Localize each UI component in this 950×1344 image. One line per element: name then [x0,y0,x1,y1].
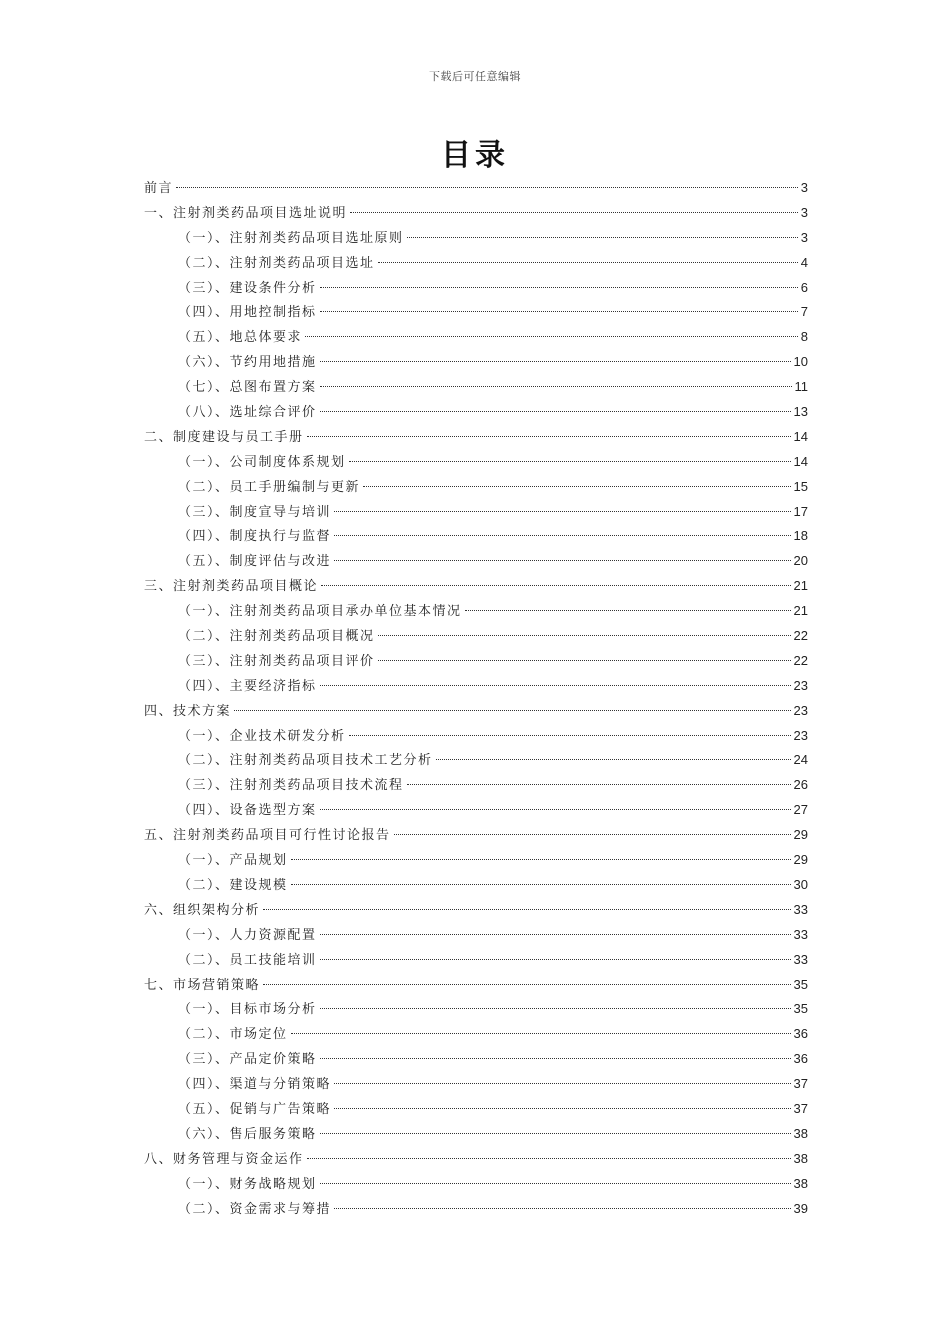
toc-dot-leader [291,884,791,885]
toc-entry-label: （一）、财务战略规划 [178,1176,317,1192]
toc-page-number: 33 [793,926,808,942]
toc-subsection-entry[interactable] [144,475,808,500]
toc-subsection-entry[interactable] [144,226,808,251]
toc-dot-leader [350,212,798,213]
toc-page-number: 3 [800,229,808,245]
toc-dot-leader [320,386,792,387]
table-of-contents [144,176,808,1221]
toc-subsection-entry[interactable] [144,251,808,276]
toc-section-entry[interactable] [144,425,808,450]
toc-subsection-entry[interactable] [144,599,808,624]
toc-page-number: 17 [793,503,808,519]
toc-page-number: 39 [793,1200,808,1216]
toc-page-number: 37 [793,1100,808,1116]
toc-entry-label: （一）、公司制度体系规划 [178,454,346,470]
toc-page-number: 23 [793,727,808,743]
toc-entry-label: （五）、地总体要求 [178,330,303,346]
toc-entry-label: （三）、注射剂类药品项目评价 [178,653,375,669]
toc-page-number: 35 [793,1001,808,1017]
toc-entry-label: （一）、目标市场分析 [178,1002,317,1018]
toc-subsection-entry[interactable] [144,1072,808,1097]
toc-dot-leader [334,560,791,561]
toc-subsection-entry[interactable] [144,375,808,400]
toc-subsection-entry[interactable] [144,1022,808,1047]
toc-dot-leader [436,759,791,760]
page-title: 目录 [441,138,509,173]
toc-dot-leader [307,436,791,437]
toc-page-number: 33 [793,951,808,967]
toc-page-number: 24 [793,752,808,768]
toc-entry-label: （四）、渠道与分销策略 [178,1077,332,1093]
toc-entry-label: （四）、设备选型方案 [178,803,317,819]
toc-entry-label: （六）、节约用地措施 [178,355,317,371]
toc-dot-leader [307,1158,791,1159]
toc-page-number: 20 [793,553,808,569]
toc-page-number: 21 [793,603,808,619]
toc-dot-leader [321,585,791,586]
toc-page-number: 22 [793,652,808,668]
toc-page-number: 33 [793,901,808,917]
toc-dot-leader [320,959,791,960]
toc-page-number: 23 [793,677,808,693]
toc-dot-leader [363,486,791,487]
toc-page-number: 26 [793,777,808,793]
toc-entry-label: （二）、员工技能培训 [178,952,317,968]
toc-entry-label: （二）、市场定位 [178,1027,288,1043]
toc-entry-label: （三）、制度宣导与培训 [178,504,332,520]
toc-entry-label: （六）、售后服务策略 [178,1126,317,1142]
toc-subsection-entry[interactable] [144,549,808,574]
toc-dot-leader [291,1033,791,1034]
toc-page-number: 38 [793,1150,808,1166]
toc-page-number: 14 [793,453,808,469]
toc-entry-label: （二）、注射剂类药品项目选址 [178,255,375,271]
toc-subsection-entry[interactable] [144,350,808,375]
toc-page-number: 15 [793,478,808,494]
toc-dot-leader [320,411,791,412]
toc-subsection-entry[interactable] [144,1172,808,1197]
toc-subsection-entry[interactable] [144,276,808,301]
toc-page-number: 23 [793,702,808,718]
toc-entry-label: （二）、建设规模 [178,877,288,893]
toc-page-number: 8 [800,329,808,345]
toc-entry-label: （八）、选址综合评价 [178,405,317,421]
toc-dot-leader [263,984,791,985]
toc-dot-leader [291,859,791,860]
toc-entry-label: （二）、资金需求与筹措 [178,1201,332,1217]
toc-page-number: 35 [793,976,808,992]
toc-page-number: 18 [793,528,808,544]
toc-page-number: 37 [793,1076,808,1092]
toc-page-number: 7 [800,304,808,320]
toc-subsection-entry[interactable] [144,624,808,649]
toc-dot-leader [320,361,791,362]
toc-subsection-entry[interactable] [144,873,808,898]
toc-entry-label: 二、制度建设与员工手册 [144,429,304,445]
toc-page-number: 30 [793,876,808,892]
toc-section-entry[interactable] [144,574,808,599]
toc-subsection-entry[interactable] [144,1197,808,1222]
toc-subsection-entry[interactable] [144,1097,808,1122]
toc-entry-label: 八、财务管理与资金运作 [144,1151,304,1167]
toc-dot-leader [234,710,791,711]
toc-entry-label: 前言 [144,181,174,196]
toc-section-entry[interactable] [144,699,808,724]
toc-dot-leader [320,1008,791,1009]
toc-page-number: 29 [793,852,808,868]
toc-dot-leader [334,511,791,512]
toc-entry-label: （三）、注射剂类药品项目技术流程 [178,778,404,794]
toc-page-number: 4 [800,254,808,270]
toc-dot-leader [176,187,798,188]
toc-dot-leader [320,685,791,686]
toc-dot-leader [349,735,791,736]
toc-subsection-entry[interactable] [144,997,808,1022]
toc-page-number: 13 [793,404,808,420]
toc-section-entry[interactable] [144,201,808,226]
header-note: 下载后可任意编辑 [429,70,521,83]
toc-dot-leader [394,834,791,835]
toc-entry-label: （五）、促销与广告策略 [178,1101,332,1117]
toc-dot-leader [320,809,791,810]
toc-dot-leader [334,535,791,536]
toc-subsection-entry[interactable] [144,524,808,549]
toc-entry-label: （七）、总图布置方案 [178,380,317,396]
toc-entry-label: 三、注射剂类药品项目概论 [144,579,319,595]
toc-entry-label: （三）、产品定价策略 [178,1052,317,1068]
toc-page-number: 36 [793,1026,808,1042]
toc-entry-label: 六、组织架构分析 [144,902,261,918]
toc-dot-leader [320,1133,791,1134]
toc-dot-leader [263,909,791,910]
toc-subsection-entry[interactable] [144,773,808,798]
toc-section-entry[interactable] [144,823,808,848]
toc-subsection-entry[interactable] [144,325,808,350]
toc-page-number: 3 [800,180,808,195]
toc-section-entry[interactable] [144,973,808,998]
toc-subsection-entry[interactable] [144,300,808,325]
toc-subsection-entry[interactable] [144,848,808,873]
toc-dot-leader [320,934,791,935]
toc-page-number: 29 [793,827,808,843]
toc-page-number: 3 [800,204,808,220]
toc-entry-label: （一）、注射剂类药品项目承办单位基本情况 [178,604,462,620]
toc-dot-leader [378,660,791,661]
toc-dot-leader [305,336,798,337]
toc-page-number: 14 [793,428,808,444]
toc-entry-label: 四、技术方案 [144,703,232,719]
toc-entry-label: （三）、建设条件分析 [178,280,317,296]
toc-page-number: 27 [793,802,808,818]
toc-dot-leader [334,1108,791,1109]
toc-dot-leader [320,1058,791,1059]
toc-subsection-entry[interactable] [144,400,808,425]
toc-page-number: 11 [794,379,808,395]
toc-subsection-entry[interactable] [144,649,808,674]
toc-entry-label: （二）、注射剂类药品项目技术工艺分析 [178,753,433,769]
toc-dot-leader [320,287,798,288]
toc-subsection-entry[interactable] [144,948,808,973]
toc-entry-label: 五、注射剂类药品项目可行性讨论报告 [144,828,391,844]
toc-page-number: 22 [793,628,808,644]
toc-dot-leader [407,784,791,785]
toc-subsection-entry[interactable] [144,923,808,948]
toc-section-entry[interactable] [144,1147,808,1172]
toc-entry-label: （一）、企业技术研发分析 [178,728,346,744]
toc-subsection-entry[interactable] [144,674,808,699]
toc-section-entry[interactable] [144,176,808,201]
toc-dot-leader [407,237,798,238]
toc-dot-leader [378,262,798,263]
toc-entry-label: （四）、用地控制指标 [178,305,317,321]
toc-entry-label: （四）、主要经济指标 [178,678,317,694]
toc-page-number: 38 [793,1175,808,1191]
toc-page-number: 6 [800,279,808,295]
toc-section-entry[interactable] [144,898,808,923]
toc-entry-label: （五）、制度评估与改进 [178,554,332,570]
toc-page-number: 10 [793,354,808,370]
toc-subsection-entry[interactable] [144,1047,808,1072]
toc-entry-label: （一）、注射剂类药品项目选址原则 [178,230,404,246]
toc-subsection-entry[interactable] [144,748,808,773]
toc-dot-leader [320,1183,791,1184]
toc-dot-leader [334,1208,791,1209]
toc-entry-label: 七、市场营销策略 [144,977,261,993]
toc-page-number: 38 [793,1125,808,1141]
toc-entry-label: （四）、制度执行与监督 [178,529,332,545]
toc-page-number: 21 [793,578,808,594]
toc-subsection-entry[interactable] [144,724,808,749]
toc-entry-label: 一、注射剂类药品项目选址说明 [144,205,348,221]
toc-page-number: 36 [793,1051,808,1067]
toc-dot-leader [320,311,798,312]
toc-dot-leader [465,610,791,611]
toc-dot-leader [334,1083,791,1084]
toc-dot-leader [378,635,791,636]
toc-entry-label: （二）、员工手册编制与更新 [178,479,361,495]
toc-subsection-entry[interactable] [144,798,808,823]
toc-entry-label: （一）、人力资源配置 [178,927,317,943]
toc-subsection-entry[interactable] [144,1122,808,1147]
toc-subsection-entry[interactable] [144,500,808,525]
toc-entry-label: （一）、产品规划 [178,853,288,869]
toc-entry-label: （二）、注射剂类药品项目概况 [178,629,375,645]
toc-subsection-entry[interactable] [144,450,808,475]
toc-dot-leader [349,461,791,462]
